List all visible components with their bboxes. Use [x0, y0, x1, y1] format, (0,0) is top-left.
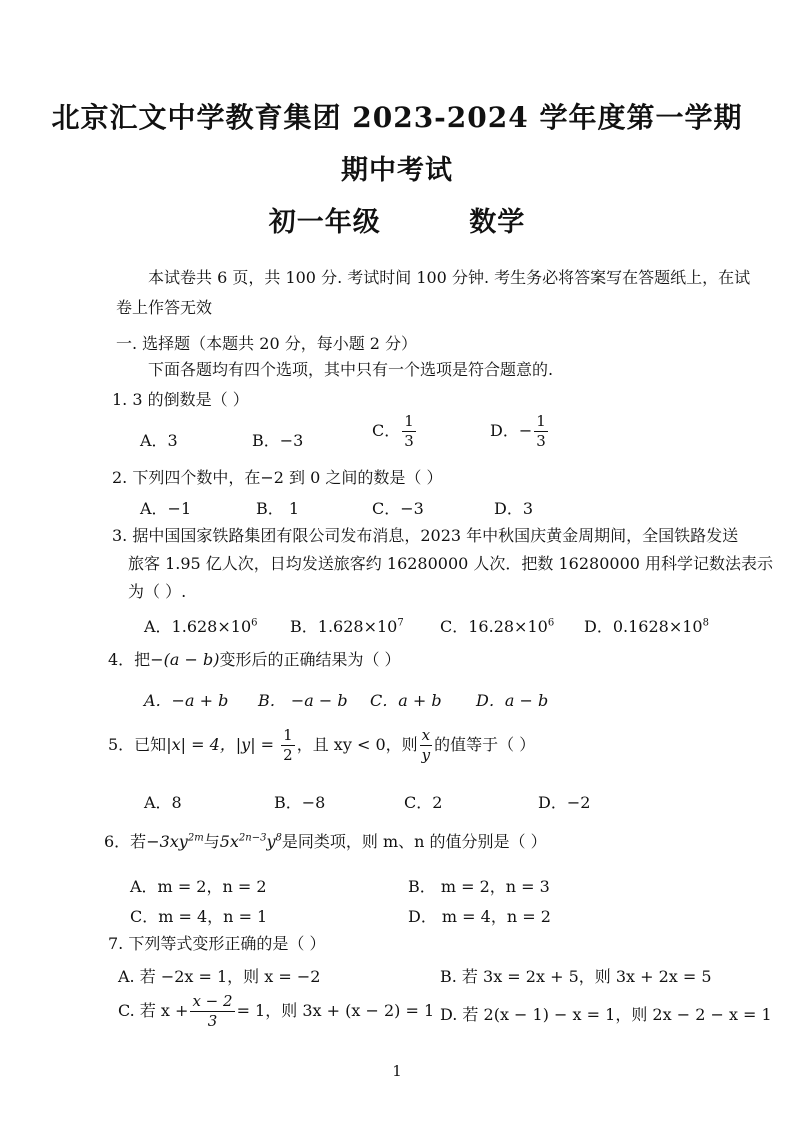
fraction	[281, 728, 295, 763]
question-3-stem-line-1: 3. 据中国国家铁路集团有限公司发布消息，2023 年中秋国庆黄金周期间，全国铁路发送	[112, 526, 739, 545]
question-6-option-a: A．m = 2，n = 2	[130, 877, 267, 896]
numerator: x − 2	[192, 992, 233, 1010]
section-1-note: 下面各题均有四个选项，其中只有一个选项是符合题意的.	[148, 360, 554, 379]
fraction	[190, 994, 234, 1029]
stem-text: 4．把	[108, 650, 151, 669]
question-7-option-d: D. 若 2(x − 1) − x = 1，则 2x − 2 − x = 1	[440, 1005, 772, 1024]
instructions-line-2: 卷上作答无效	[116, 298, 213, 317]
fraction	[420, 728, 432, 763]
stem-text: 与	[203, 832, 220, 851]
exponent: 7	[397, 617, 404, 629]
stem-text: 变形后的正确结果为（ ）	[219, 650, 401, 669]
exponent: 8	[275, 832, 282, 844]
option-text: D．0.1628×10	[584, 617, 703, 636]
question-1-option-d	[490, 414, 550, 449]
question-4-option-a: A．−a + b	[144, 691, 229, 710]
question-4-stem	[108, 650, 401, 669]
math-expression: −(a − b)	[150, 650, 220, 669]
grade-label: 初一年级	[268, 207, 381, 238]
question-5-option-d: D．−2	[538, 793, 591, 812]
option-text: C. 若 x +	[118, 1001, 189, 1020]
question-2-option-d: D．3	[494, 499, 534, 518]
question-5-option-c: C．2	[404, 793, 443, 812]
denominator: 3	[536, 432, 546, 450]
stem-text: 的值等于（ ）	[434, 735, 536, 754]
option-text: A．1.628×10	[144, 617, 252, 636]
question-5-option-b: B．−8	[274, 793, 326, 812]
exponent: 2n−3	[238, 832, 267, 844]
exponent: 2m	[187, 832, 204, 844]
question-6-option-b: B． m = 2，n = 3	[408, 877, 550, 896]
question-1-stem: 1. 3 的倒数是（ ）	[112, 390, 249, 409]
exponent: 6	[251, 617, 258, 629]
question-6-option-c: C．m = 4，n = 1	[130, 907, 268, 926]
question-4-option-c: C．a + b	[370, 691, 442, 710]
question-3-option-c	[440, 614, 554, 637]
question-6-option-d: D． m = 4，n = 2	[408, 907, 551, 926]
grade-subject-line	[0, 200, 794, 239]
question-4-option-d: D．a − b	[476, 691, 549, 710]
option-text: = 1，则 3x + (x − 2) = 1	[236, 1001, 435, 1020]
math-expression: |y| =	[235, 735, 280, 754]
denominator: 3	[404, 432, 414, 450]
math-expression: −3xy	[146, 832, 188, 851]
question-5-stem	[108, 728, 535, 763]
page-number: 1	[392, 1062, 402, 1080]
numerator: 1	[536, 412, 546, 430]
question-7-stem: 7. 下列等式变形正确的是（ ）	[108, 934, 326, 953]
stem-text: ，且 xy < 0，则	[296, 735, 418, 754]
question-4-option-b: B． −a − b	[258, 691, 348, 710]
math-expression: |x| = 4，	[166, 735, 236, 754]
question-3-option-b	[290, 614, 404, 637]
subject-label: 数学	[469, 207, 526, 238]
numerator: 1	[283, 726, 293, 744]
question-7-option-a: A. 若 −2x = 1，则 x = −2	[118, 967, 321, 986]
question-7-option-c	[118, 994, 434, 1029]
question-6-stem	[104, 832, 547, 851]
exponent: 6	[547, 617, 555, 629]
exponent: 8	[702, 617, 709, 629]
fraction	[534, 414, 548, 449]
option-text: B．1.628×10	[290, 617, 398, 636]
option-text: C．16.28×10	[440, 617, 548, 636]
question-1-option-c	[372, 414, 418, 449]
question-5-option-a: A．8	[144, 793, 182, 812]
question-3-stem-line-3: 为（ ）.	[128, 582, 187, 601]
question-2-option-b: B． 1	[256, 499, 300, 518]
question-3-option-d	[584, 614, 709, 637]
fraction	[402, 414, 416, 449]
question-2-stem: 2. 下列四个数中，在−2 到 0 之间的数是（ ）	[112, 468, 443, 487]
denominator: 3	[207, 1012, 218, 1030]
exam-subtitle: 期中考试	[341, 155, 453, 186]
question-7-option-b: B. 若 3x = 2x + 5，则 3x + 2x = 5	[440, 967, 712, 986]
question-3-stem-line-2: 旅客 1.95 亿人次，日均发送旅客约 16280000 人次．把数 16280000 用科学记数法表示	[128, 554, 774, 573]
math-expression: 5x	[219, 832, 239, 851]
math-expression: y	[266, 832, 276, 851]
stem-text: 5．已知	[108, 735, 167, 754]
question-1-option-b: B．−3	[252, 431, 304, 450]
question-2-option-a: A．−1	[140, 499, 192, 518]
denominator: y	[421, 746, 431, 764]
numerator: x	[421, 726, 431, 744]
numerator: 1	[404, 412, 414, 430]
question-2-option-c: C．−3	[372, 499, 424, 518]
stem-text: 是同类项，则 m、n 的值分别是（ ）	[281, 832, 547, 851]
question-1-option-a: A．3	[140, 431, 178, 450]
section-1-title: 一. 选择题（本题共 20 分，每小题 2 分）	[116, 334, 418, 353]
denominator: 2	[283, 746, 293, 764]
instructions-line-1: 本试卷共 6 页，共 100 分. 考试时间 100 分钟. 考生务必将答案写在答题纸上，在试	[148, 268, 751, 287]
question-3-option-a	[144, 614, 258, 637]
option-label: D．−	[490, 421, 533, 440]
exam-title: 北京汇文中学教育集团 2023-2024 学年度第一学期	[51, 101, 743, 134]
stem-text: 6．若	[104, 832, 147, 851]
option-label: C．	[372, 421, 401, 440]
